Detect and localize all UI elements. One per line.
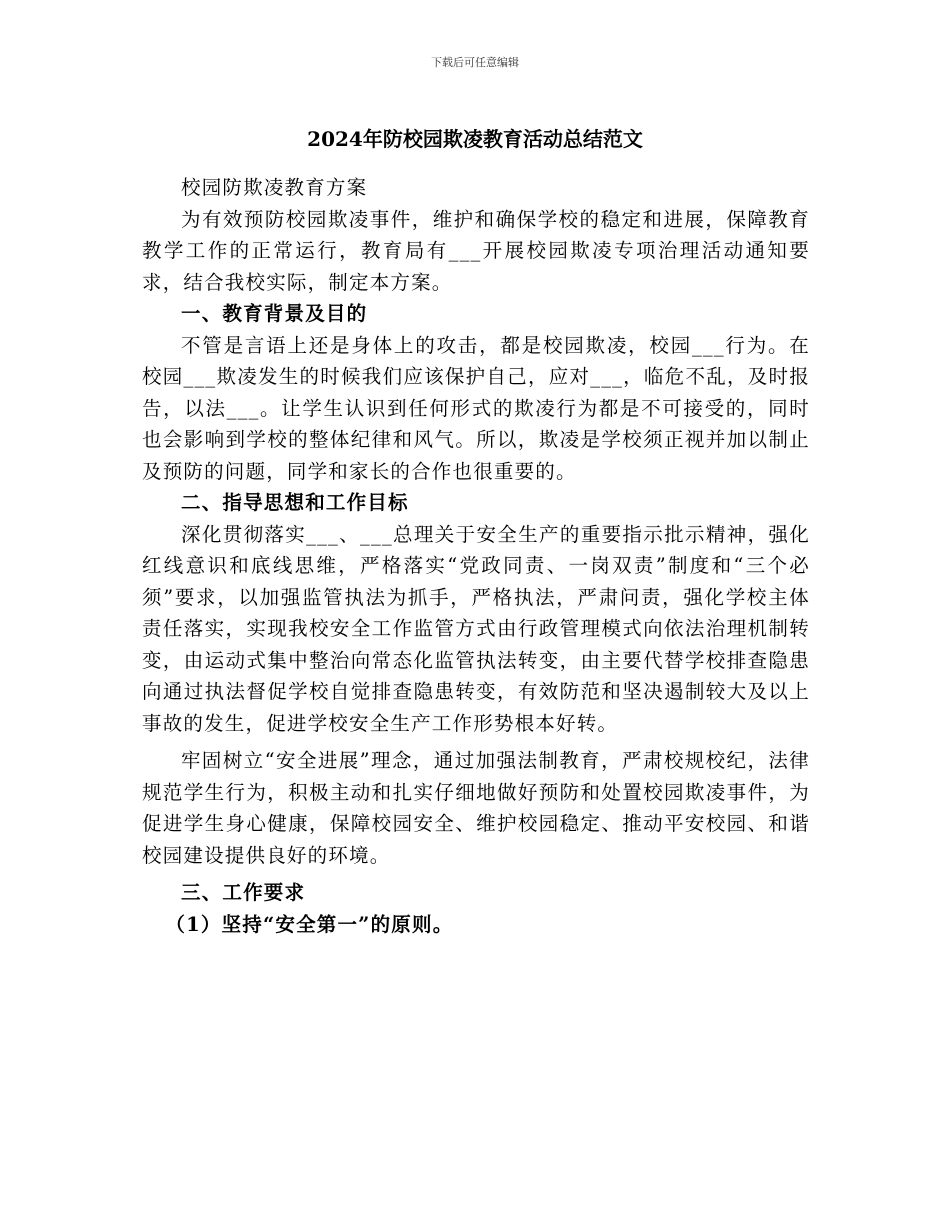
- paragraph-safety-concept: 牢固树立“安全进展”理念，通过加强法制教育，严肃校规校纪，法律规范学生行为，积极主动和扎实仔细地做好预防和处置校园欺凌事件，为促进学生身心健康，保障校园安全、维护校园稳定、推动平安校园、和谐校园建设提供良好的环境。: [142, 749, 810, 867]
- section-heading-background: 一、教育背景及目的: [181, 302, 368, 325]
- requirement-item-1: （1）坚持“安全第一”的原则。: [165, 912, 454, 936]
- paragraph-guidance: 深化贯彻落实___、___总理关于安全生产的重要指示批示精神，强化红线意识和底线思维，严格落实“党政同责、一岗双责”制度和“三个必须”要求，以加强监管执法为抓手，严格执法，严肃问责，强化学校主体责任落实，实现我校安全工作监管方式由行政管理模式向依法治理机制转变，由运动式集中整治向常态化监管执法转变，由主要代替学校排查隐患向通过执法督促学校自觉排查隐患转变，有效防范和坚决遏制较大及以上事故的发生，促进学校安全生产工作形势根本好转。: [142, 522, 810, 735]
- paragraph-plan-title: 校园防欺凌教育方案: [181, 176, 368, 199]
- document-body: [142, 172, 810, 940]
- page-title: 2024年防校园欺凌教育活动总结范文: [307, 127, 643, 151]
- section-heading-guidance: 二、指导思想和工作目标: [181, 491, 409, 514]
- header-note: 下载后可任意编辑: [431, 56, 519, 69]
- section-heading-requirements: 三、工作要求: [181, 881, 306, 904]
- paragraph-intro: 为有效预防校园欺凌事件，维护和确保学校的稳定和进展，保障教育教学工作的正常运行，教育局有___开展校园欺凌专项治理活动通知要求，结合我校实际，制定本方案。: [142, 207, 810, 294]
- paragraph-background: 不管是言语上还是身体上的攻击，都是校园欺凌，校园___行为。在校园___欺凌发生的时候我们应该保护自己，应对___，临危不乱，及时报告，以法___。让学生认识到任何形式的欺凌行为都是不可接受的，同时也会影响到学校的整体纪律和风气。所以，欺凌是学校须正视并加以制止及预防的问题，同学和家长的合作也很重要的。: [142, 333, 810, 483]
